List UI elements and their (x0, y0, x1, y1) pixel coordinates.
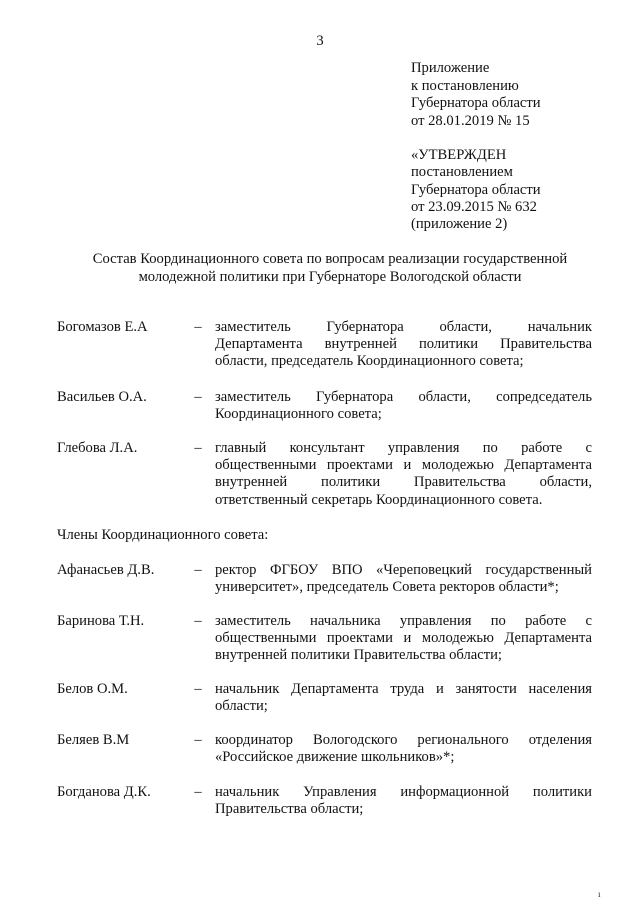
role-line: внутренней политики Правительства области, (215, 474, 592, 491)
person-name: Глебова Л.А. (57, 440, 138, 456)
person-role (215, 732, 592, 766)
dash-separator: – (194, 784, 202, 800)
role-line: Координационного совета; (215, 406, 382, 423)
approved-header (411, 147, 631, 233)
role-line: заместитель Губернатора области, начальник (215, 319, 592, 335)
role-line: общественными проектами и молодежью Департамента (215, 457, 592, 474)
role-line: университет», председатель Совета ректоров области*; (215, 579, 559, 596)
title-line: молодежной политики при Губернаторе Вологодской области (138, 268, 522, 285)
person-name: Богданова Д.К. (57, 784, 151, 800)
dash-separator: – (194, 319, 202, 335)
dash-separator: – (194, 681, 202, 697)
dash-separator: – (194, 389, 202, 405)
role-line: Правительства области; (215, 801, 364, 818)
dash-separator: – (194, 613, 202, 629)
approved-line: «УТВЕРЖДЕН (411, 147, 507, 163)
appendix-line: Губернатора области (411, 95, 541, 112)
person-role (215, 440, 592, 509)
person-name: Белов О.М. (57, 681, 128, 697)
role-line: общественными проектами и молодежью Департамента (215, 630, 592, 647)
role-line: «Российское движение школьников»*; (215, 749, 455, 766)
role-line: области; (215, 698, 268, 715)
person-role (215, 784, 592, 818)
approved-line: (приложение 2) (411, 216, 508, 233)
members-heading: Члены Координационного совета: (57, 527, 269, 543)
role-line: заместитель начальника управления по работе с (215, 613, 592, 629)
role-line: главный консультант управления по работе с (215, 440, 592, 456)
person-role (215, 389, 592, 423)
appendix-line: от 28.01.2019 № 15 (411, 112, 530, 129)
dash-separator: – (194, 562, 202, 578)
approved-line: постановлением (411, 164, 513, 181)
approved-line: Губернатора области (411, 181, 541, 198)
role-line: начальник Управления информационной политики (215, 784, 592, 800)
person-name: Богомазов Е.А (57, 319, 148, 335)
role-line: Департамента внутренней политики Правительства (215, 336, 592, 353)
role-line: ректор ФГБОУ ВПО «Череповецкий государственный (215, 562, 592, 578)
person-name: Баринова Т.Н. (57, 613, 145, 629)
role-line: ответственный секретарь Координационного совета. (215, 491, 543, 508)
document-title (60, 251, 600, 286)
person-name: Беляев В.М (57, 732, 130, 748)
dash-separator: – (194, 732, 202, 748)
role-line: заместитель Губернатора области, сопредседатель (215, 389, 592, 405)
page-number: 3 (316, 33, 324, 49)
title-line: Состав Координационного совета по вопросам реализации государственной (92, 251, 568, 267)
approved-line: от 23.09.2015 № 632 (411, 198, 537, 215)
person-role (215, 319, 592, 371)
person-role (215, 613, 592, 665)
person-role (215, 562, 592, 596)
role-line: области, председатель Координационного совета; (215, 353, 524, 370)
person-name: Васильев О.А. (57, 389, 147, 405)
corner-mark: ı (598, 889, 601, 899)
role-line: координатор Вологодского регионального отделения (215, 732, 592, 748)
dash-separator: – (194, 440, 202, 456)
appendix-line: к постановлению (411, 77, 519, 94)
appendix-line: Приложение (411, 60, 490, 76)
role-line: внутренней политики Правительства области; (215, 647, 502, 664)
person-role (215, 681, 592, 715)
role-line: начальник Департамента труда и занятости населения (215, 681, 592, 697)
person-name: Афанасьев Д.В. (57, 562, 155, 578)
appendix-header (411, 60, 631, 130)
